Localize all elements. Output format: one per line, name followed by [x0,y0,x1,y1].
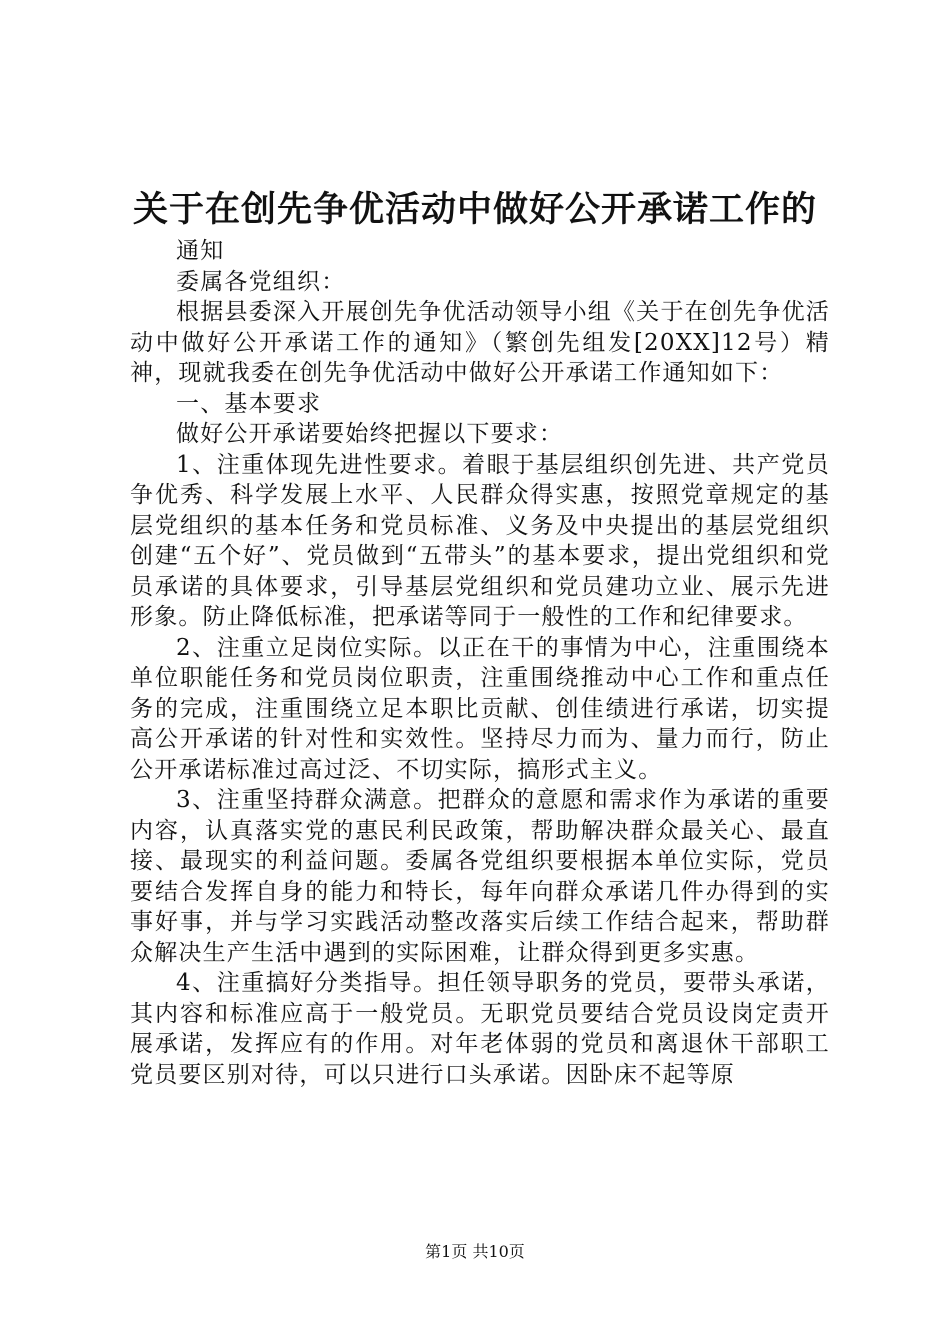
document-body [130,236,830,1090]
paragraph: 4、注重搞好分类指导。担任领导职务的党员，要带头承诺，其内容和标准应高于一般党员。无职党员要结合党员设岗定责开展承诺，发挥应有的作用。对年老体弱的党员和离退休干部职工党员要区别对待，可以只进行口头承诺。因卧床不起等原 [130,970,830,1088]
document-title: 关于在创先争优活动中做好公开承诺工作的 [132,189,817,230]
paragraph: 3、注重坚持群众满意。把群众的意愿和需求作为承诺的重要内容，认真落实党的惠民利民政策，帮助解决群众最关心、最直接、最现实的利益问题。委属各党组织要根据本单位实际，党员要结合发挥自身的能力和特长，每年向群众承诺几件办得到的实事好事，并与学习实践活动整改落实后续工作结合起来，帮助群众解决生产生活中遇到的实际困难，让群众得到更多实惠。 [130,787,830,966]
paragraph: 1、注重体现先进性要求。着眼于基层组织创先进、共产党员争优秀、科学发展上水平、人民群众得实惠，按照党章规定的基层党组织的基本任务和党员标准、义务及中央提出的基层党组织创建“五个好”、党员做到“五带头”的基本要求，提出党组织和党员承诺的具体要求，引导基层党组织和党员建功立业、展示先进形象。防止降低标准，把承诺等同于一般性的工作和纪律要求。 [130,451,830,630]
page-footer: 第1页 共10页 [425,1242,525,1261]
paragraph: 委属各党组织： [176,268,346,295]
paragraph: 做好公开承诺要始终把握以下要求： [176,421,564,447]
paragraph: 一、基本要求 [176,390,322,417]
paragraph: 通知 [176,238,225,264]
paragraph: 根据县委深入开展创先争优活动领导小组《关于在创先争优活动中做好公开承诺工作的通知》（繁创先组发[20XX]12号）精神，现就我委在创先争优活动中做好公开承诺工作通知如下： [130,299,830,386]
paragraph: 2、注重立足岗位实际。以正在干的事情为中心，注重围绕本单位职能任务和党员岗位职责，注重围绕推动中心工作和重点任务的完成，注重围绕立足本职比贡献、创佳绩进行承诺，切实提高公开承诺的针对性和实效性。坚持尽力而为、量力而行，防止公开承诺标准过高过泛、不切实际，搞形式主义。 [130,634,830,783]
